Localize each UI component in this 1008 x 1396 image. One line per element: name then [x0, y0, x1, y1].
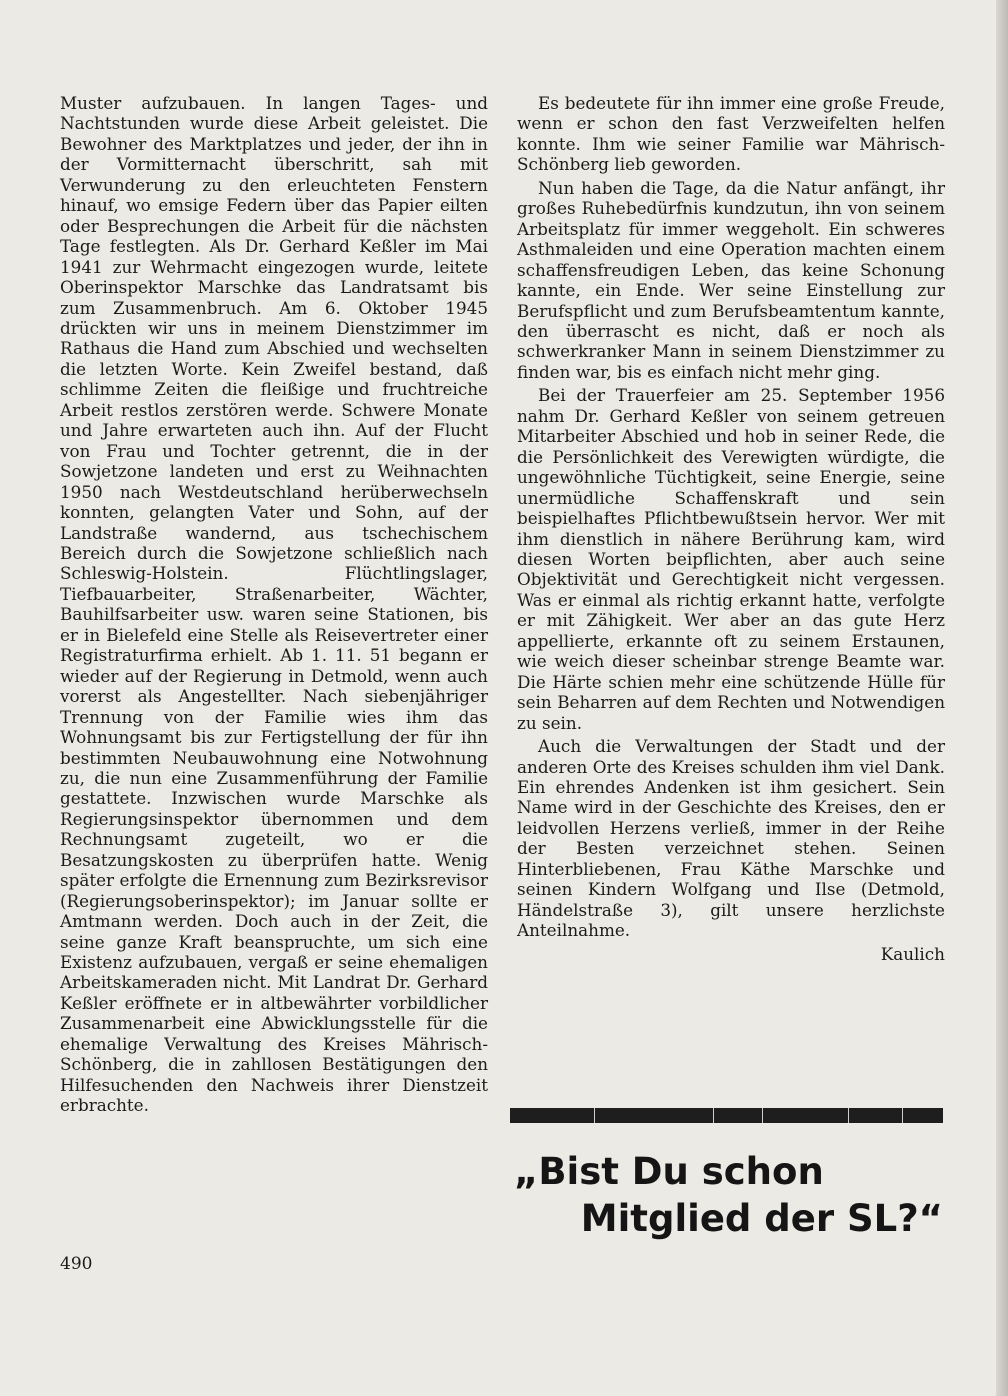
slogan-line-1: „Bist Du schon — [514, 1150, 824, 1193]
section-divider — [510, 1108, 943, 1123]
right-column — [517, 93, 945, 964]
page-edge — [996, 0, 1008, 1396]
left-column — [60, 93, 488, 1116]
right-paragraph-4: Auch die Verwaltungen der Stadt und der anderen Orte des Kreises schulden ihm viel Dank. Ein ehrendes Andenken ist ihm gesichert. Sein Name wird in der Geschichte des Kreises, den er leidvollen Herzens verließ, immer in der Reihe der Besten verzeichnet stehen. Seinen Hinterbliebenen, Frau Käthe Marschke und seinen Kindern Wolfgang und Ilse (Detmold, Händelstraße 3), gilt unsere herzlichste Anteilnahme. — [517, 736, 945, 941]
page-number: 490 — [60, 1254, 93, 1274]
author-signature: Kaulich — [880, 943, 945, 964]
slogan-line-2: Mitglied der SL?“ — [580, 1197, 943, 1240]
right-paragraph-1: Es bedeutete für ihn immer eine große Freude, wenn er schon den fast Verzweifelten helfen konnte. Ihm wie seiner Familie war Mährisch-Schönberg lieb geworden. — [517, 93, 945, 175]
right-paragraph-3: Bei der Trauerfeier am 25. September 1956 nahm Dr. Gerhard Keßler von seinem getreuen Mitarbeiter Abschied und hob in seiner Rede, die die Persönlichkeit des Verewigten würdigte, die ungewöhnliche Tüchtigkeit, seine Energie, seine unermüdliche Schaffenskraft und sein beispielhaftes Pflichtbewußtsein hervor. Wer mit ihm dienstlich in nähere Berührung kam, wird diesen Worten beipflichten, aber auch seine Objektivität und Gerechtigkeit nicht vergessen. Was er einmal als richtig erkannt hatte, verfolgte er mit Zähigkeit. Wer aber an das gute Herz appellierte, erkannte oft zu seinem Erstaunen, wie weich dieser scheinbar strenge Beamte war. Die Härte schien mehr eine schützende Hülle für sein Beharren auf dem Rechten und Notwendigen zu sein. — [517, 385, 945, 733]
membership-slogan — [510, 1148, 943, 1243]
left-paragraph: Muster aufzubauen. In langen Tages- und Nachtstunden wurde diese Arbeit geleistet. Die Bewohner des Marktplatzes und jeder, der ihn in der Vormitternacht überschritt, sah mit Verwunderung zu den erleuchteten Fenstern hinauf, wo emsige Federn über das Papier eilten oder Besprechungen die Arbeit für die nächsten Tage festlegten. Als Dr. Gerhard Keßler im Mai 1941 zur Wehrmacht eingezogen wurde, leitete Oberinspektor Marschke das Landratsamt bis zum Zusammenbruch. Am 6. Oktober 1945 drückten wir uns in meinem Dienstzimmer im Rathaus die Hand zum Abschied und wechselten die letzten Worte. Kein Zweifel bestand, daß schlimme Zeiten die fleißige und fruchtreiche Arbeit restlos zerstören werde. Schwere Monate und Jahre erwarteten auch ihn. Auf der Flucht von Frau und Tochter getrennt, die in der Sowjetzone landeten und erst zu Weihnachten 1950 nach Westdeutschland herüberwechseln konnten, gelangten Vater und Sohn, auf der Landstraße wandernd, aus tschechischem Bereich durch die Sowjetzone schließlich nach Schleswig-Holstein. Flüchtlingslager, Tiefbauarbeiter, Straßenarbeiter, Wächter, Bauhilfsarbeiter usw. waren seine Stationen, bis er in Bielefeld eine Stelle als Reisevertreter einer Registraturfirma erhielt. Ab 1. 11. 51 begann er wieder auf der Regierung in Detmold, wenn auch vorerst als Angestellter. Nach siebenjähriger Trennung von der Familie wies ihm das Wohnungsamt bis zur Fertigstellung der für ihn bestimmten Neubauwohnung eine Notwohnung zu, die nun eine Zusammenführung der Familie gestattete. Inzwischen wurde Marschke als Regierungsinspektor übernommen und dem Rechnungsamt zugeteilt, wo er die Besatzungskosten zu überprüfen hatte. Wenig später erfolgte die Ernennung zum Bezirksrevisor (Regierungsoberinspektor); im Januar sollte er Amtmann werden. Doch auch in der Zeit, die seine ganze Kraft beanspruchte, um sich eine Existenz aufzubauen, vergaß er seine ehemaligen Arbeitskameraden nicht. Mit Landrat Dr. Gerhard Keßler eröffnete er in altbewährter vorbildlicher Zusammenarbeit eine Abwicklungsstelle für die ehemalige Verwaltung des Kreises Mährisch-Schönberg, die in zahllosen Bestätigungen den Hilfesuchenden den Nachweis ihrer Dienstzeit erbrachte. — [60, 93, 488, 1116]
right-paragraph-2: Nun haben die Tage, da die Natur anfängt, ihr großes Ruhebedürfnis kundzutun, ihn von seinem Arbeitsplatz für immer weggeholt. Ein schweres Asthmaleiden und eine Operation machten einem schaffensfreudigen Leben, das keine Schonung kannte, ein Ende. Wer seine Einstellung zur Berufspflicht und zum Berufsbeamtentum kannte, den überrascht es nicht, daß er noch als schwerkranker Mann in seinem Dienstzimmer zu finden war, bis es einfach nicht mehr ging. — [517, 177, 945, 382]
